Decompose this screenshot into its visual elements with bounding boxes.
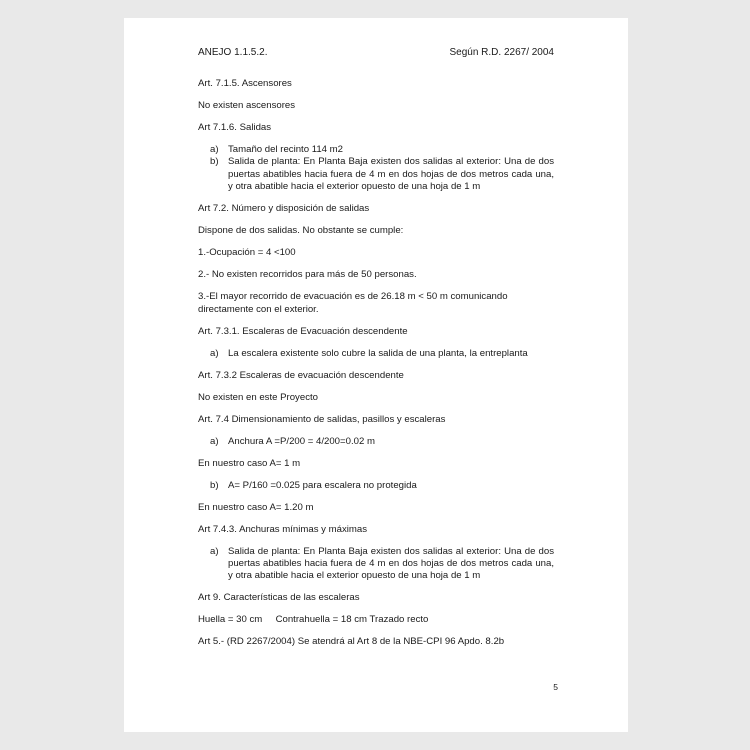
heading-ascensores: Art. 7.1.5. Ascensores — [198, 78, 292, 89]
paragraph: Huella = 30 cm Contrahuella = 18 cm Trazado recto — [198, 614, 429, 626]
list-marker: a) — [210, 347, 219, 359]
list-item-text: A= P/160 =0.025 para escalera no protegida — [228, 479, 417, 491]
paragraph: En nuestro caso A= 1 m — [198, 457, 301, 469]
document-page — [124, 18, 628, 732]
list-item-text: Tamaño del recinto 114 m2 — [228, 144, 344, 155]
paragraph: 1.-Ocupación = 4 <100 — [198, 247, 296, 259]
list-item — [210, 156, 554, 193]
list-item — [210, 144, 554, 156]
list-item-text: Salida de planta: En Planta Baja existen dos salidas al exterior: Una de dos puertas abatibles hacia fuera de 4 m en dos hojas de dos metros cada una, y otra abatible hacia el exterior opuesto de una hoja de 1 m — [228, 545, 554, 582]
page-header — [198, 47, 554, 58]
page-number: 5 — [553, 682, 558, 692]
list-marker: a) — [210, 545, 219, 557]
paragraph: 2.- No existen recorridos para más de 50 personas. — [198, 269, 417, 281]
heading-salidas: Art 7.1.6. Salidas — [198, 122, 272, 133]
list-item-text: Salida de planta: En Planta Baja existen dos salidas al exterior: Una de dos puertas abatibles hacia fuera de 4 m en dos hojas de dos metros cada una, y otra abatible hacia el exterior opuesto de una hoja de 1 m — [228, 156, 554, 193]
heading-escaleras-evacuacion: Art. 7.3.1. Escaleras de Evacuación descendente — [198, 325, 408, 337]
heading-dimensionamiento: Art. 7.4 Dimensionamiento de salidas, pasillos y escaleras — [198, 413, 446, 425]
paragraph: Dispone de dos salidas. No obstante se cumple: — [198, 225, 404, 237]
paragraph: No existen en este Proyecto — [198, 391, 318, 403]
list-item — [210, 546, 554, 583]
heading-escaleras-descendente: Art. 7.3.2 Escaleras de evacuación descendente — [198, 369, 404, 381]
list-item — [210, 480, 554, 492]
list-marker: b) — [210, 156, 219, 168]
header-left: ANEJO 1.1.5.2. — [198, 47, 268, 58]
list-marker: a) — [210, 435, 219, 447]
list-marker: b) — [210, 479, 219, 491]
list-salida-planta — [198, 546, 554, 583]
heading-anchuras: Art 7.4.3. Anchuras mínimas y máximas — [198, 523, 368, 535]
header-right: Según R.D. 2267/ 2004 — [449, 47, 554, 58]
paragraph: 3.-El mayor recorrido de evacuación es de 26.18 m < 50 m comunicando directamente con el exterior. — [198, 291, 508, 315]
heading-numero-salidas: Art 7.2. Número y disposición de salidas — [198, 203, 370, 215]
list-item — [210, 436, 554, 448]
page-content — [198, 78, 554, 658]
paragraph: En nuestro caso A= 1.20 m — [198, 501, 314, 513]
list-anchura — [198, 436, 554, 448]
list-marker: a) — [210, 144, 219, 155]
list-escaleras — [198, 348, 554, 360]
list-item — [210, 348, 554, 360]
paragraph: No existen ascensores — [198, 100, 296, 111]
paragraph: Art 5.- (RD 2267/2004) Se atendrá al Art 8 de la NBE-CPI 96 Apdo. 8.2b — [198, 636, 505, 648]
list-item-text: Anchura A =P/200 = 4/200=0.02 m — [228, 435, 375, 447]
list-item-text: La escalera existente solo cubre la salida de una planta, la entreplanta — [228, 347, 528, 359]
heading-caracteristicas-escaleras: Art 9. Características de las escaleras — [198, 592, 360, 604]
list-escalera-no-protegida — [198, 480, 554, 492]
list-salidas — [198, 144, 554, 194]
